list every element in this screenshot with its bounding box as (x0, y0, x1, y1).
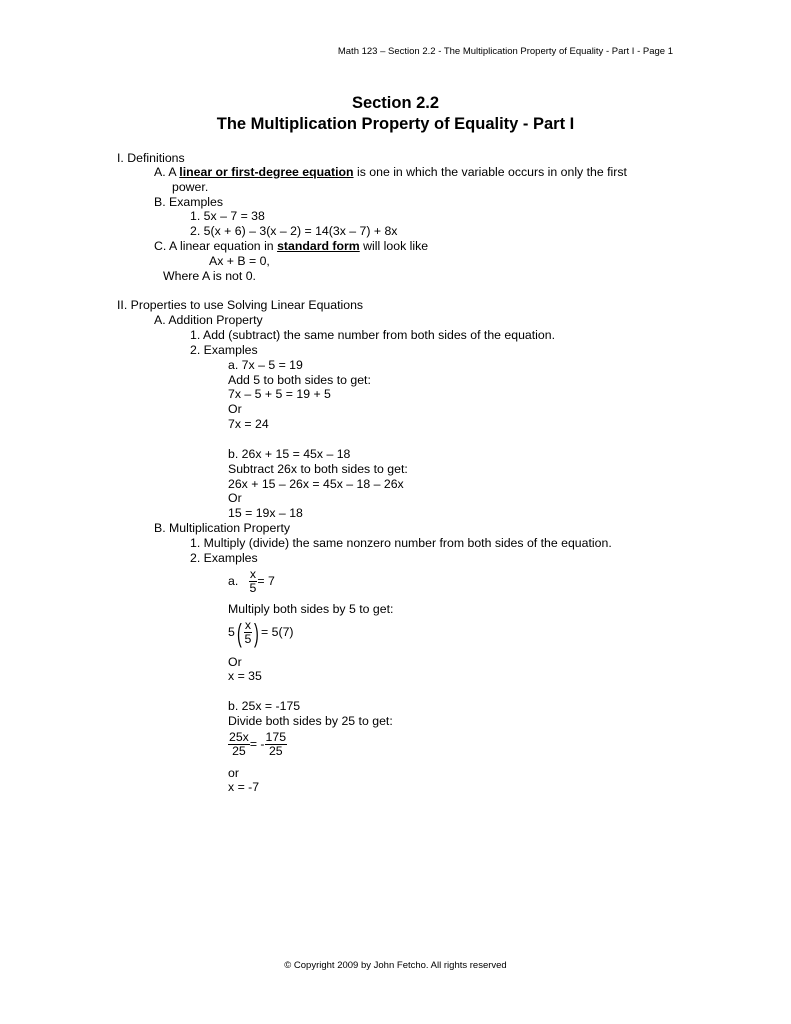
copyright-footer: © Copyright 2009 by John Fetcho. All rights reserved (284, 960, 507, 971)
examples-heading: B. Examples (154, 195, 224, 209)
addition-example-b-line: 26x + 15 – 26x = 45x – 18 – 26x (228, 477, 404, 491)
addition-example-a-line: 7x – 5 + 5 = 19 + 5 (228, 387, 331, 401)
fraction-25x-over-25 (228, 731, 250, 758)
term-linear-equation: linear or first-degree equation (179, 165, 354, 179)
standard-form-note: Where A is not 0. (163, 269, 256, 283)
definition-a-prefix: A. A (154, 165, 180, 179)
multiplication-rule: 1. Multiply (divide) the same nonzero number from both sides of the equation. (190, 536, 612, 550)
mult-example-b-equation: b. 25x = -175 (228, 699, 301, 713)
mult-example-b-or: or (228, 766, 239, 780)
mult-example-a-label: a. (228, 573, 239, 588)
fraction-175-over-25 (265, 731, 288, 758)
fraction-numerator: 25x (229, 730, 249, 744)
fraction-denominator: 5 (249, 581, 257, 595)
addition-example-b-line: 15 = 19x – 18 (228, 506, 303, 520)
addition-property-heading: A. Addition Property (154, 313, 263, 327)
mult-example-a-or: Or (228, 655, 242, 669)
standard-form-equation: Ax + B = 0, (209, 254, 270, 268)
multiplication-property-heading: B. Multiplication Property (154, 521, 291, 535)
mult-example-a-rhs: = 7 (257, 573, 275, 588)
definition-c-prefix: C. A linear equation in (154, 239, 278, 253)
mult-example-a-step: Multiply both sides by 5 to get: (228, 602, 394, 616)
fraction-numerator: x (244, 618, 252, 632)
addition-examples-heading: 2. Examples (190, 343, 258, 357)
coefficient: 5 (228, 624, 235, 639)
addition-example-b-line: Subtract 26x to both sides to get: (228, 462, 408, 476)
section-definitions-heading: I. Definitions (117, 151, 185, 165)
definition-c-rest: will look like (359, 239, 429, 253)
left-paren-glyph: ( (236, 617, 242, 648)
mult-example-b-step: Divide both sides by 25 to get: (228, 714, 393, 728)
fraction-denominator: 25 (232, 744, 246, 758)
fraction-denominator: 25 (268, 744, 283, 758)
multiplication-examples-heading: 2. Examples (190, 551, 258, 565)
page-header: Math 123 – Section 2.2 - The Multiplication Property of Equality - Part I - Page 1 (337, 46, 673, 57)
fraction-numerator: x (249, 567, 257, 581)
section-properties-heading: II. Properties to use Solving Linear Equations (117, 298, 364, 312)
mult-example-b-result: x = -7 (228, 780, 260, 794)
equals-negative: = - (249, 736, 265, 751)
addition-rule: 1. Add (subtract) the same number from both sides of the equation. (190, 328, 556, 342)
addition-example-b-line: b. 26x + 15 = 45x – 18 (228, 447, 351, 461)
fraction-numerator: 175 (265, 730, 287, 744)
mult-example-a-result: x = 35 (228, 669, 262, 683)
addition-example-b-line: Or (228, 491, 242, 505)
term-standard-form: standard form (277, 239, 360, 253)
definition-c (154, 239, 428, 253)
mult-example-a-rhs2: = 5(7) (261, 624, 294, 639)
mult-example-a-multiplied (228, 619, 294, 646)
addition-example-a-line: Or (228, 402, 242, 416)
mult-example-b-divided (228, 731, 287, 758)
definition-a-rest: is one in which the variable occurs in only the first (353, 165, 627, 179)
right-paren-glyph: ) (254, 617, 260, 648)
example-1: 1. 5x – 7 = 38 (190, 209, 265, 223)
definition-a-cont: power. (172, 180, 209, 194)
example-2: 2. 5(x + 6) – 3(x – 2) = 14(3x – 7) + 8x (190, 224, 398, 238)
page-title: Section 2.2 (351, 94, 440, 112)
mult-example-a-equation (228, 568, 275, 595)
addition-example-a-line: Add 5 to both sides to get: (228, 373, 371, 387)
addition-example-a-line: 7x = 24 (228, 417, 269, 431)
definition-a (154, 165, 627, 179)
addition-example-a-line: a. 7x – 5 = 19 (228, 358, 303, 372)
fraction-denominator: 5 (244, 632, 252, 646)
page-subtitle: The Multiplication Property of Equality - Part I (216, 115, 575, 133)
fraction-x-over-5 (244, 619, 253, 646)
